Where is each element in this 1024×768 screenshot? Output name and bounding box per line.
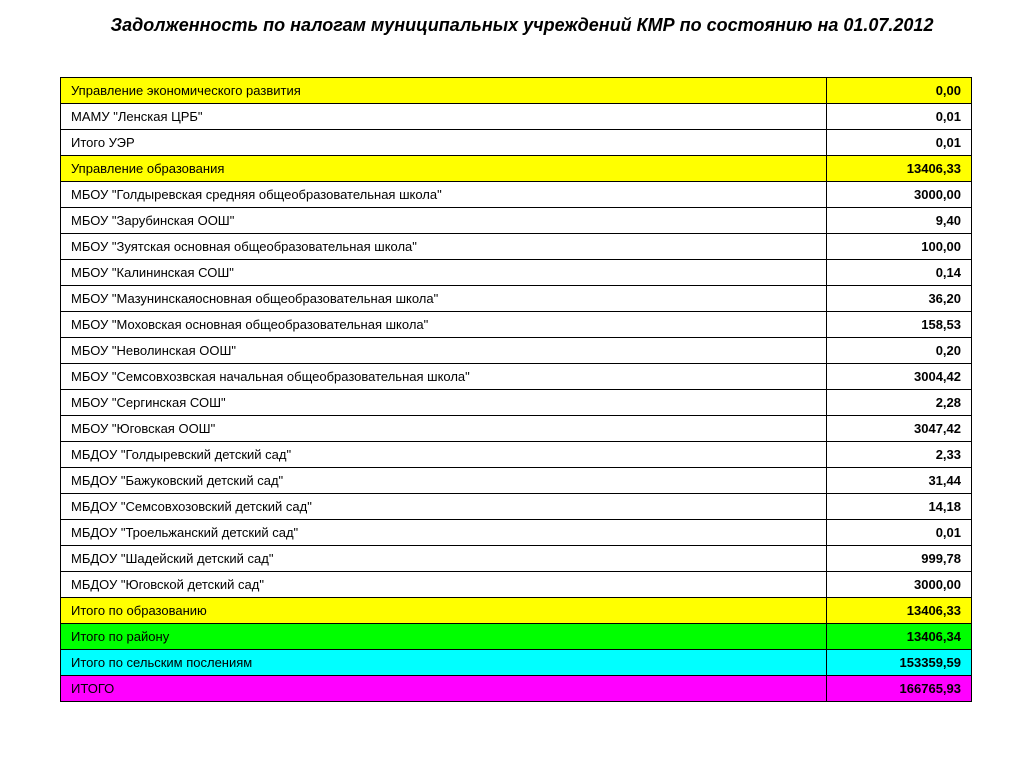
debt-value: 0,14 — [827, 260, 972, 286]
debt-value: 2,33 — [827, 442, 972, 468]
debt-value: 999,78 — [827, 546, 972, 572]
debt-value: 31,44 — [827, 468, 972, 494]
table-row — [61, 234, 972, 260]
page-title: Задолженность по налогам муниципальных учреждений КМР по состоянию на 01.07.2012 — [110, 15, 934, 35]
institution-name: ИТОГО — [61, 676, 827, 702]
institution-name: Итого по сельским послениям — [61, 650, 827, 676]
institution-name: МБОУ "Семсовхозвская начальная общеобразовательная школа" — [61, 364, 827, 390]
debt-value: 2,28 — [827, 390, 972, 416]
institution-name: МБОУ "Моховская основная общеобразовательная школа" — [61, 312, 827, 338]
table-row — [61, 650, 972, 676]
institution-name: МБОУ "Неволинская ООШ" — [61, 338, 827, 364]
institution-name: МБДОУ "Троельжанский детский сад" — [61, 520, 827, 546]
institution-name: МБОУ "Калининская СОШ" — [61, 260, 827, 286]
institution-name: Управление образования — [61, 156, 827, 182]
institution-name: МБДОУ "Шадейский детский сад" — [61, 546, 827, 572]
debt-value: 36,20 — [827, 286, 972, 312]
debt-value: 0,01 — [827, 130, 972, 156]
institution-name: МАМУ "Ленская ЦРБ" — [61, 104, 827, 130]
table-row — [61, 572, 972, 598]
table-row — [61, 156, 972, 182]
institution-name: МБДОУ "Юговской детский сад" — [61, 572, 827, 598]
table-row — [61, 442, 972, 468]
debt-value: 14,18 — [827, 494, 972, 520]
institution-name: Итого УЭР — [61, 130, 827, 156]
table-row — [61, 468, 972, 494]
debt-value: 13406,33 — [827, 598, 972, 624]
debt-value: 13406,34 — [827, 624, 972, 650]
debt-value: 13406,33 — [827, 156, 972, 182]
table-row — [61, 260, 972, 286]
debt-value: 0,00 — [827, 78, 972, 104]
table-row — [61, 338, 972, 364]
institution-name: МБОУ "Зарубинская ООШ" — [61, 208, 827, 234]
debt-table — [60, 77, 972, 702]
institution-name: МБДОУ "Голдыревский детский сад" — [61, 442, 827, 468]
institution-name: Итого по району — [61, 624, 827, 650]
table-row — [61, 494, 972, 520]
debt-value: 3000,00 — [827, 182, 972, 208]
table-row — [61, 208, 972, 234]
table-row — [61, 390, 972, 416]
debt-value: 3004,42 — [827, 364, 972, 390]
table-row — [61, 364, 972, 390]
table-row — [61, 182, 972, 208]
table-row — [61, 520, 972, 546]
table-row — [61, 130, 972, 156]
table-row — [61, 546, 972, 572]
institution-name: МБОУ "Голдыревская средняя общеобразовательная школа" — [61, 182, 827, 208]
institution-name: Итого по образованию — [61, 598, 827, 624]
debt-value: 100,00 — [827, 234, 972, 260]
debt-value: 153359,59 — [827, 650, 972, 676]
institution-name: МБОУ "Юговская ООШ" — [61, 416, 827, 442]
institution-name: МБОУ "Зуятская основная общеобразовательная школа" — [61, 234, 827, 260]
institution-name: Управление экономического развития — [61, 78, 827, 104]
institution-name: МБДОУ "Семсовхозовский детский сад" — [61, 494, 827, 520]
table-row — [61, 312, 972, 338]
debt-value: 0,01 — [827, 104, 972, 130]
table-row — [61, 624, 972, 650]
debt-value: 3000,00 — [827, 572, 972, 598]
institution-name: МБДОУ "Бажуковский детский сад" — [61, 468, 827, 494]
institution-name: МБОУ "Сергинская СОШ" — [61, 390, 827, 416]
table-row — [61, 78, 972, 104]
table-row — [61, 598, 972, 624]
table-row — [61, 104, 972, 130]
debt-value: 3047,42 — [827, 416, 972, 442]
debt-value: 0,01 — [827, 520, 972, 546]
debt-value: 166765,93 — [827, 676, 972, 702]
table-row — [61, 676, 972, 702]
debt-value: 158,53 — [827, 312, 972, 338]
table-body — [61, 78, 972, 702]
table-row — [61, 286, 972, 312]
debt-value: 9,40 — [827, 208, 972, 234]
debt-value: 0,20 — [827, 338, 972, 364]
table-row — [61, 416, 972, 442]
institution-name: МБОУ "Мазунинскаяосновная общеобразовательная школа" — [61, 286, 827, 312]
